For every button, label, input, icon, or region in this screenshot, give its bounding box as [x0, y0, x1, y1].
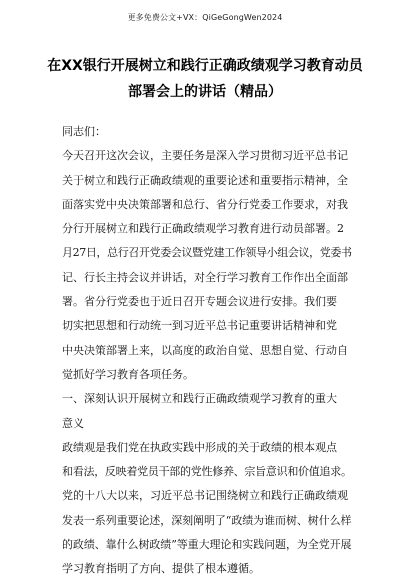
paragraph-2-line: 的政绩、靠什么树政绩”等重大理论和实践问题，为全党开展 — [62, 538, 352, 552]
title-line-2: 部署会上的讲话（精品） — [128, 84, 282, 100]
document-title — [40, 53, 370, 105]
paragraph-2-line: 和看法，反映着党员干部的党性修养、宗旨意识和价值追求。 — [62, 465, 352, 479]
paragraph-2 — [62, 436, 352, 582]
document-body — [62, 120, 352, 582]
paragraph-2-line: 政绩观是我们党在执政实践中形成的关于政绩的根本观点 — [62, 440, 337, 454]
paragraph-2-line: 学习教育指明了方向、提供了根本遵循。 — [62, 562, 260, 576]
paragraph-1-line: 月27日，总行召开党委会议暨党建工作领导小组会议，党委书 — [62, 246, 352, 260]
paragraph-1-line: 分行开展树立和践行正确政绩观学习教育进行动员部署。2 — [62, 222, 344, 236]
section-1-heading-line: 一、深刻认识开展树立和践行正确政绩观学习教育的重大 — [62, 392, 337, 406]
paragraph-1-line: 记、行长主持会议并讲话，对全行学习教育工作作出全面部 — [62, 270, 348, 284]
section-1-heading — [62, 387, 352, 436]
paragraph-1-line: 面落实党中央决策部署和总行、省分行党委工作要求，对我 — [62, 197, 348, 211]
section-1-heading-line: 意义 — [62, 416, 84, 430]
paragraph-1 — [62, 144, 352, 387]
paragraph-1-line: 觉抓好学习教育各项任务。 — [62, 367, 194, 381]
title-line-1: 在XX银行开展树立和践行正确政绩观学习教育动员 — [47, 58, 363, 74]
salutation — [62, 120, 352, 144]
paragraph-2-line: 党的十八大以来，习近平总书记围绕树立和践行正确政绩观 — [62, 489, 348, 503]
paragraph-1-line: 中央决策部署上来，以高度的政治自觉、思想自觉、行动自 — [62, 343, 348, 357]
paragraph-1-line: 关于树立和践行正确政绩观的重要论述和重要指示精神，全 — [62, 173, 348, 187]
paragraph-1-line: 今天召开这次会议，主要任务是深入学习贯彻习近平总书记 — [62, 149, 348, 163]
salutation-text: 同志们： — [62, 125, 106, 138]
header-watermark: 更多免费公文+VX：QiGeGongWen2024 — [127, 13, 283, 22]
paragraph-1-line: 署。省分行党委也于近日召开专题会议进行安排。我们要 — [62, 295, 337, 309]
paragraph-1-line: 切实把思想和行动统一到习近平总书记重要讲话精神和党 — [62, 319, 337, 333]
paragraph-2-line: 发表一系列重要论述，深刻阐明了“政绩为谁而树、树什么样 — [62, 513, 352, 527]
